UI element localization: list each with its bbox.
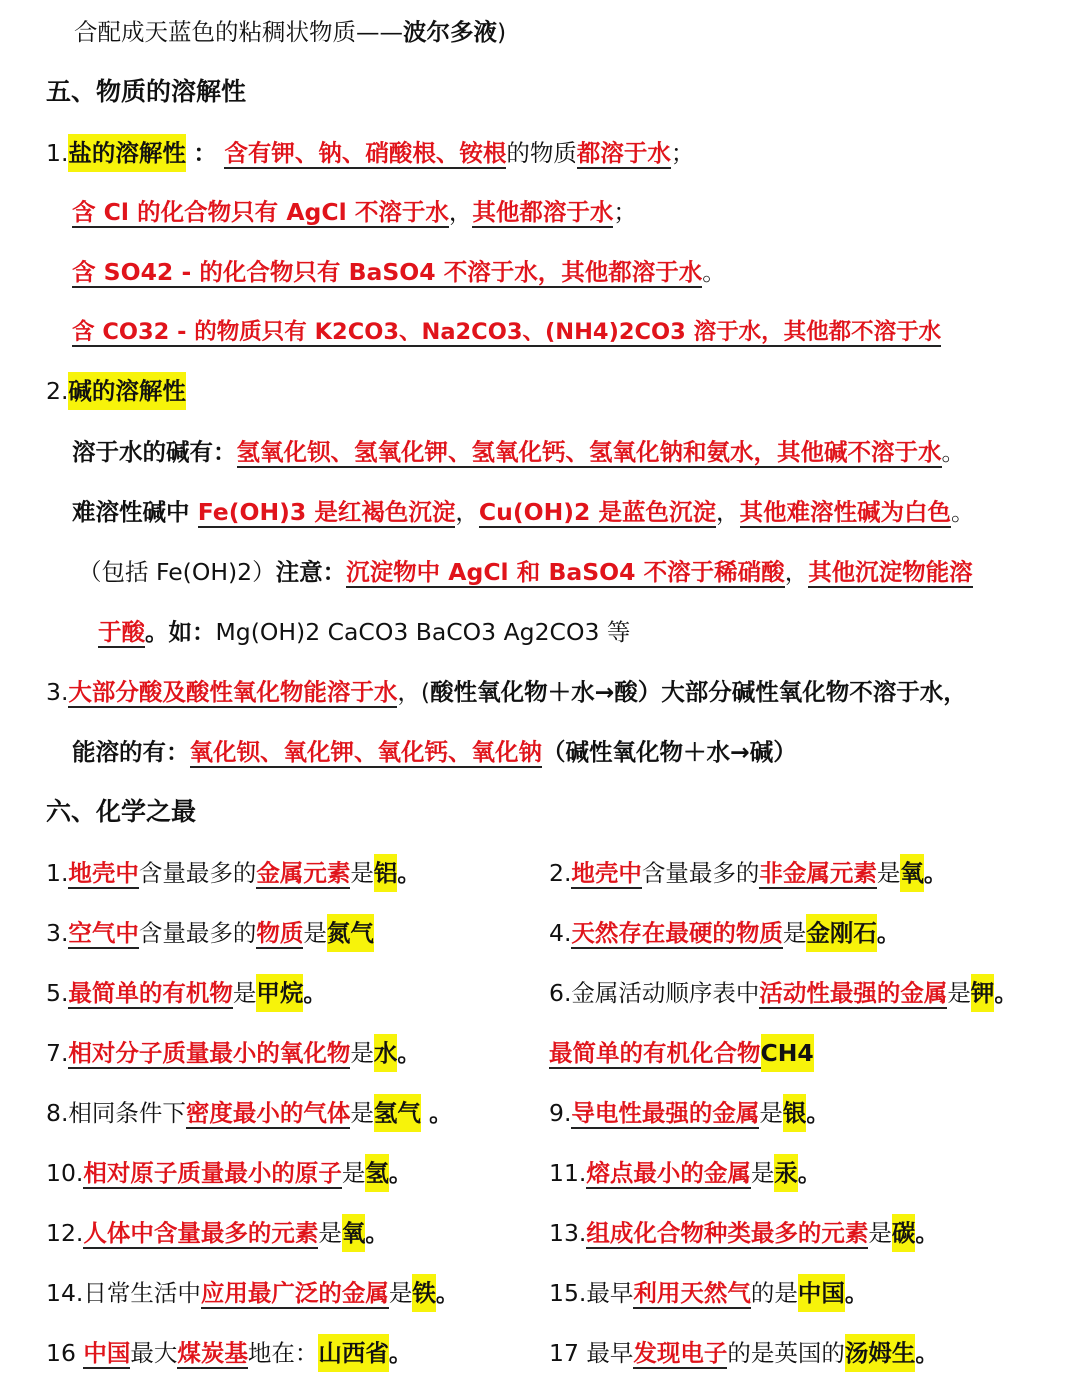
superlative-row xyxy=(46,1274,1076,1310)
intro-line xyxy=(74,14,506,50)
salt-num: 1. xyxy=(46,139,69,167)
row-text: 最大 xyxy=(130,1339,178,1367)
red-term: 中国 xyxy=(83,1339,131,1367)
row-number: 2. xyxy=(549,859,572,887)
red-term: 熔点最小的金属 xyxy=(586,1159,751,1187)
highlight-answer: 金刚石 xyxy=(806,914,877,952)
highlight-answer: 银 xyxy=(783,1094,807,1132)
superlative-row xyxy=(46,1214,1076,1250)
superlative-col2 xyxy=(549,974,1018,1012)
red-term: 密度最小的气体 xyxy=(185,1099,351,1127)
salt-co3-line xyxy=(72,314,941,350)
oxide-line-2 xyxy=(72,734,797,770)
row-end: 。 xyxy=(397,1039,421,1067)
row-text: 的是英国的 xyxy=(727,1339,845,1367)
highlight-answer: 中国 xyxy=(798,1274,845,1312)
row-end: 。 xyxy=(435,1279,460,1307)
superlative-col2 xyxy=(549,1214,939,1252)
row-end: 。 xyxy=(915,1339,939,1367)
section6-title: 六、化学之最 xyxy=(46,797,197,826)
row-number: 4. xyxy=(549,919,572,947)
red-term: 相对分子质量最小的氧化物 xyxy=(68,1039,351,1067)
row-number: 3. xyxy=(46,919,69,947)
superlative-col2 xyxy=(549,1334,939,1372)
highlight-answer: 氧 xyxy=(900,854,924,892)
row-text: 是 xyxy=(759,1099,783,1127)
row-number: 8. xyxy=(46,1099,69,1127)
base-insoluble-red-2: Cu(OH)2 是蓝色沉淀 xyxy=(478,498,717,526)
row-number: 7. xyxy=(46,1039,69,1067)
row-text: 是 xyxy=(782,919,807,947)
highlight-answer: 铁 xyxy=(412,1274,436,1312)
intro-bold: 波尔多液 xyxy=(403,18,497,46)
row-text: 是 xyxy=(868,1219,892,1247)
salt-cl-line xyxy=(72,194,637,230)
salt-text-1: 的物质 xyxy=(506,139,577,167)
superlative-row xyxy=(46,1334,1076,1370)
highlight-answer: 氮气 xyxy=(327,914,374,952)
base-note2-mid: 。如： xyxy=(145,618,216,646)
red-term: 非金属元素 xyxy=(759,859,877,887)
oxide-line xyxy=(46,674,967,710)
oxide-label: 能溶的有： xyxy=(72,738,190,766)
base-note-label: 注意： xyxy=(275,558,347,586)
red-term: 组成化合物种类最多的元素 xyxy=(586,1219,869,1247)
base-insoluble-sep-2: ， xyxy=(716,498,740,526)
red-term: 导电性最强的金属 xyxy=(571,1099,760,1127)
row-number: 10. xyxy=(46,1159,84,1187)
row-number: 11. xyxy=(549,1159,587,1187)
row-text: 的是 xyxy=(750,1279,798,1307)
salt-so4-line xyxy=(72,254,726,290)
oxide-bold-1: 酸性氧化物＋水→酸）大部分碱性氧化物不溶于水， xyxy=(430,678,967,706)
row-text: 日常生活中 xyxy=(83,1279,201,1307)
base-note2-line xyxy=(98,614,630,650)
base-insoluble-red-3: 其他难溶性碱为白色 xyxy=(739,498,952,526)
superlative-row xyxy=(46,974,1076,1010)
row-end: 。 xyxy=(420,1099,453,1127)
red-term: 利用天然气 xyxy=(633,1279,751,1307)
base-soluble-line xyxy=(72,434,965,470)
base-note2-red: 于酸 xyxy=(98,618,145,646)
superlative-col2 xyxy=(549,1154,821,1192)
red-term: 空气中 xyxy=(68,919,139,947)
salt-heading: 盐的溶解性 xyxy=(68,134,186,172)
row-end: 。 xyxy=(923,859,948,887)
row-text: 是 xyxy=(350,1099,374,1127)
red-term: 最简单的有机物 xyxy=(68,979,233,1007)
row-text: 是 xyxy=(947,979,971,1007)
row-number: 13. xyxy=(549,1219,587,1247)
row-text: 含量最多的 xyxy=(138,859,257,887)
row-text: 是 xyxy=(303,919,327,947)
row-end: 。 xyxy=(303,979,327,1007)
highlight-answer: 甲烷 xyxy=(256,974,303,1012)
row-number: 9. xyxy=(549,1099,572,1127)
row-text: 是 xyxy=(350,859,374,887)
row-number: 15. xyxy=(549,1279,587,1307)
red-term: 天然存在最硬的物质 xyxy=(571,919,783,947)
salt-co3-red: 含 CO32 - 的物质只有 K2CO3、Na2CO3、(NH4)2CO3 溶于水，其他都不溶于水 xyxy=(72,319,942,345)
row-text: 是 xyxy=(750,1159,775,1187)
salt-red-1: 含有钾、钠、硝酸根、铵根 xyxy=(224,139,507,167)
base-insoluble-end: 。 xyxy=(951,498,975,526)
row-text: 是 xyxy=(318,1219,342,1247)
salt-cl-red-2: 其他都溶于水 xyxy=(472,198,614,226)
salt-so4-red: 含 SO42 - 的化合物只有 BaSO4 不溶于水，其他都溶于水 xyxy=(72,258,703,286)
red-term: 相对原子质量最小的原子 xyxy=(83,1159,342,1187)
superlative-row xyxy=(46,1034,1076,1070)
red-term: 煤炭基 xyxy=(177,1339,248,1367)
base-insoluble-sep-1: ， xyxy=(455,498,479,526)
salt-end: ； xyxy=(670,139,695,167)
row-end: 。 xyxy=(994,979,1018,1007)
superlative-col2 xyxy=(549,1274,868,1312)
row-text: 是 xyxy=(232,979,257,1007)
highlight-answer: 氢气 xyxy=(374,1094,421,1132)
red-term: 地壳中 xyxy=(68,859,139,887)
base-insoluble-label: 难溶性碱中 xyxy=(72,498,198,526)
row-text: 是 xyxy=(876,859,901,887)
intro-text: 合配成天蓝色的粘稠状物质—— xyxy=(74,18,403,46)
row-text: 最早 xyxy=(586,1279,634,1307)
row-number: 6. xyxy=(549,979,572,1007)
row-end: 。 xyxy=(915,1219,939,1247)
base-heading: 碱的溶解性 xyxy=(68,372,186,410)
highlight-answer: 山西省 xyxy=(318,1334,389,1372)
section5-title: 五、物质的溶解性 xyxy=(46,77,247,106)
red-term: 最简单的有机化合物 xyxy=(549,1039,761,1067)
row-end: 。 xyxy=(844,1279,869,1307)
highlight-answer: 铝 xyxy=(374,854,398,892)
oxide-tail: （碱性氧化物＋水→碱） xyxy=(542,738,797,766)
highlight-answer: 氢 xyxy=(365,1154,389,1192)
base-heading-line xyxy=(46,372,186,408)
base-note-sep: ， xyxy=(784,558,809,586)
base-soluble-red: 氢氧化钡、氢氧化钾、氢氧化钙、氢氧化钠和氨水，其他碱不溶于水 xyxy=(236,438,942,466)
red-term: 物质 xyxy=(256,919,304,947)
oxide-red-1: 大部分酸及酸性氧化物能溶于水 xyxy=(68,678,398,706)
highlight-answer: 氧 xyxy=(342,1214,366,1252)
base-soluble-end: 。 xyxy=(941,438,965,466)
row-text: 是 xyxy=(388,1279,413,1307)
row-text: 最早 xyxy=(586,1339,634,1367)
highlight-answer: 汤姆生 xyxy=(845,1334,916,1372)
salt-colon: ： xyxy=(193,139,217,167)
oxide-red-2: 氧化钡、氧化钾、氧化钙、氧化钠 xyxy=(189,738,542,766)
superlative-row xyxy=(46,1094,1076,1130)
red-term: 人体中含量最多的元素 xyxy=(83,1219,319,1247)
row-end: 。 xyxy=(365,1219,389,1247)
row-end: 。 xyxy=(388,1339,413,1367)
base-insoluble-line xyxy=(72,494,975,530)
row-end: 。 xyxy=(397,859,421,887)
salt-line xyxy=(46,134,694,170)
superlative-row xyxy=(46,854,1076,890)
salt-cl-end: ； xyxy=(613,198,637,226)
oxide-num: 3. xyxy=(46,678,69,706)
row-number: 5. xyxy=(46,979,69,1007)
row-text: 金属活动顺序表中 xyxy=(571,979,760,1007)
base-note-red-1: 沉淀物中 AgCl 和 BaSO4 不溶于稀硝酸 xyxy=(346,558,785,586)
red-term: 应用最广泛的金属 xyxy=(200,1279,389,1307)
red-term: 活动性最强的金属 xyxy=(759,979,948,1007)
salt-cl-red-1: 含 Cl 的化合物只有 AgCl 不溶于水 xyxy=(72,198,449,226)
superlative-col2 xyxy=(549,854,947,892)
row-number: 16 xyxy=(46,1339,84,1367)
highlight-answer: 碳 xyxy=(892,1214,916,1252)
base-insoluble-red-1: Fe(OH)3 是红褐色沉淀 xyxy=(197,498,456,526)
base-note-line xyxy=(78,554,973,590)
intro-suffix: ) xyxy=(497,18,507,46)
row-text: 含量最多的 xyxy=(138,919,257,947)
red-term: 金属元素 xyxy=(256,859,351,887)
highlight-answer: 汞 xyxy=(774,1154,798,1192)
superlative-row xyxy=(46,1154,1076,1190)
oxide-mid: ，( xyxy=(397,678,431,706)
row-text: 含量最多的 xyxy=(641,859,760,887)
row-end: 。 xyxy=(806,1099,830,1127)
base-note-red-2: 其他沉淀物能溶 xyxy=(808,558,973,586)
superlative-col2 xyxy=(549,914,900,952)
highlight-answer: 水 xyxy=(374,1034,398,1072)
row-number: 17 xyxy=(549,1339,587,1367)
base-soluble-label: 溶于水的碱有： xyxy=(72,438,237,466)
base-num: 2. xyxy=(46,377,69,405)
highlight-answer: CH4 xyxy=(761,1034,814,1072)
row-text: 是 xyxy=(341,1159,366,1187)
superlative-row xyxy=(46,914,1076,950)
salt-red-2: 都溶于水 xyxy=(576,139,671,167)
row-text: 相同条件下 xyxy=(68,1099,186,1127)
superlative-col2 xyxy=(549,1094,830,1132)
red-term: 发现电子 xyxy=(633,1339,728,1367)
row-text: 地在： xyxy=(247,1339,319,1367)
row-end: 。 xyxy=(876,919,901,947)
superlative-col2 xyxy=(549,1034,814,1072)
row-text: 是 xyxy=(350,1039,374,1067)
row-end: 。 xyxy=(388,1159,413,1187)
base-note-pre: （包括 Fe(OH)2） xyxy=(78,558,276,586)
salt-cl-sep: ， xyxy=(448,198,473,226)
red-term: 地壳中 xyxy=(571,859,642,887)
row-number: 12. xyxy=(46,1219,84,1247)
highlight-answer: 钾 xyxy=(971,974,995,1012)
row-number: 1. xyxy=(46,859,69,887)
row-number: 14. xyxy=(46,1279,84,1307)
base-note2-rest: Mg(OH)2 CaCO3 BaCO3 Ag2CO3 等 xyxy=(215,618,631,646)
salt-so4-end: 。 xyxy=(702,258,726,286)
row-end: 。 xyxy=(797,1159,822,1187)
